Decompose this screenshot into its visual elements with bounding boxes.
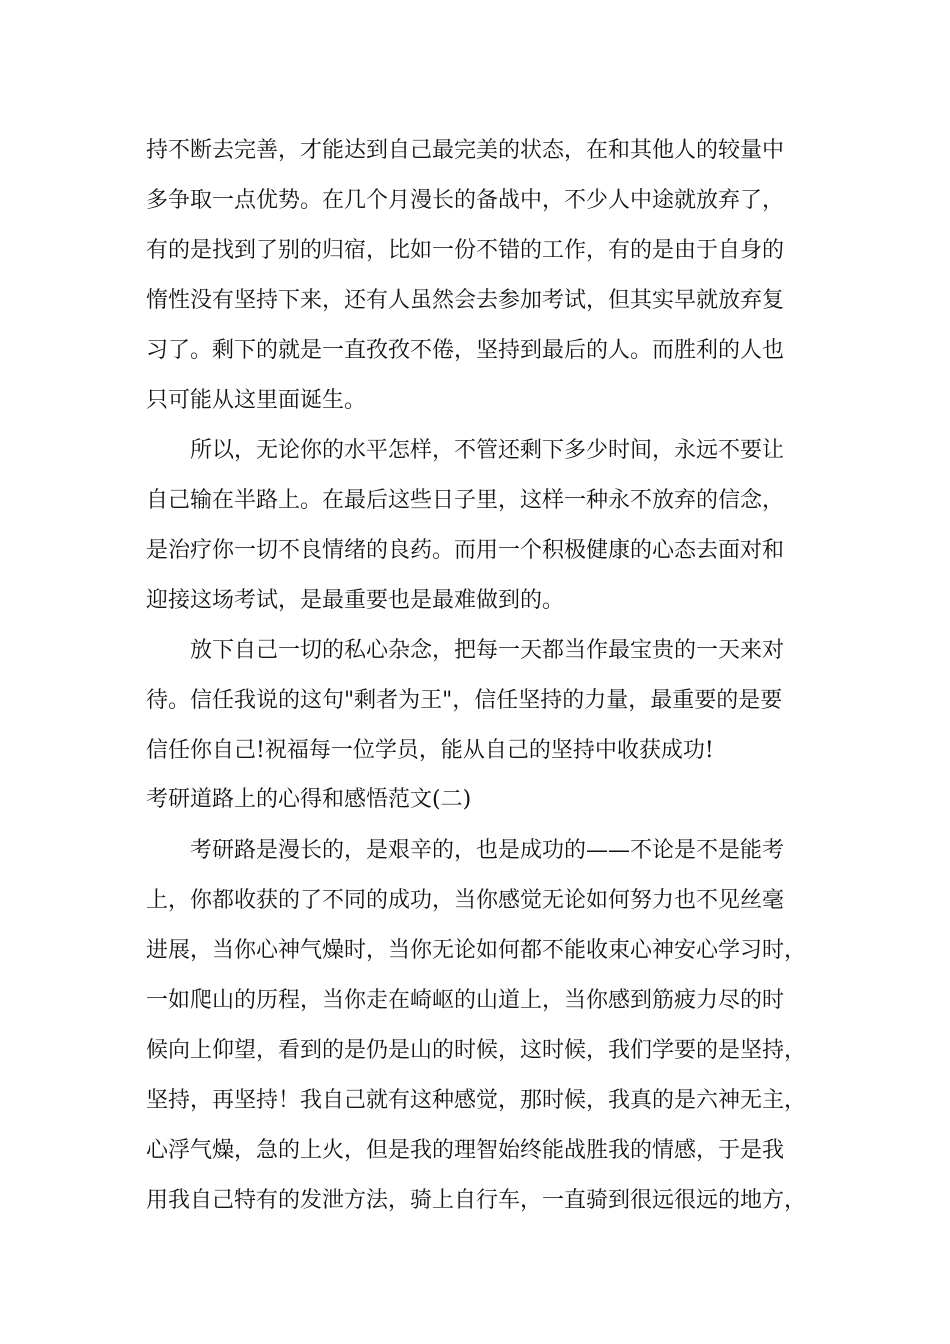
text-line: 心浮气燥，急的上火，但是我的理智始终能战胜我的情感，于是我 (146, 1138, 785, 1163)
text-line: 待。信任我说的这句"剩者为王"，信任坚持的力量，最重要的是要 (146, 688, 783, 713)
text-line: 多争取一点优势。在几个月漫长的备战中，不少人中途就放弃了， (146, 188, 785, 213)
text-line: 持不断去完善，才能达到自己最完美的状态，在和其他人的较量中 (146, 138, 785, 163)
text-line: 考研路是漫长的，是艰辛的，也是成功的——不论是不是能考 (190, 838, 785, 863)
text-line: 惰性没有坚持下来，还有人虽然会去参加考试，但其实早就放弃复 (146, 288, 785, 313)
text-line: 所以，无论你的水平怎样，不管还剩下多少时间，永远不要让 (190, 438, 785, 463)
text-line: 迎接这场考试，是最重要也是最难做到的。 (146, 588, 565, 613)
text-line: 一如爬山的历程，当你走在崎岖的山道上，当你感到筋疲力尽的时 (146, 988, 785, 1013)
text-line: 自己输在半路上。在最后这些日子里，这样一种永不放弃的信念， (146, 488, 785, 513)
text-line: 只可能从这里面诞生。 (146, 388, 367, 413)
text-line: 放下自己一切的私心杂念，把每一天都当作最宝贵的一天来对 (190, 638, 785, 663)
text-line: 进展，当你心神气燥时，当你无论如何都不能收束心神安心学习时， (146, 938, 807, 963)
text-line: 坚持，再坚持！我自己就有这种感觉，那时候，我真的是六神无主， (146, 1088, 807, 1113)
section-title: 考研道路上的心得和感悟范文(二) (146, 787, 472, 812)
text-line: 习了。剩下的就是一直孜孜不倦，坚持到最后的人。而胜利的人也 (146, 338, 785, 363)
text-line: 信任你自己!祝福每一位学员，能从自己的坚持中收获成功! (146, 738, 714, 763)
text-line: 有的是找到了别的归宿，比如一份不错的工作，有的是由于自身的 (146, 238, 785, 263)
text-line: 是治疗你一切不良情绪的良药。而用一个积极健康的心态去面对和 (146, 538, 785, 563)
text-line: 上，你都收获的了不同的成功，当你感觉无论如何努力也不见丝毫 (146, 888, 785, 913)
text-line: 用我自己特有的发泄方法，骑上自行车，一直骑到很远很远的地方， (146, 1188, 807, 1213)
text-line: 候向上仰望，看到的是仍是山的时候，这时候，我们学要的是坚持， (146, 1038, 807, 1063)
